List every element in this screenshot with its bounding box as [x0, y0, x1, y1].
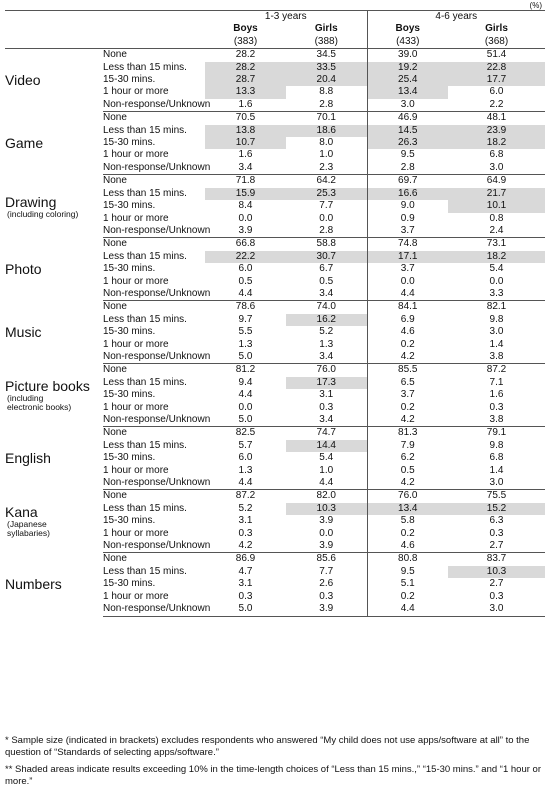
table-row	[5, 490, 545, 503]
value-cell: 3.8	[448, 351, 545, 364]
category-name: Numbers	[5, 576, 62, 593]
value-cell: 0.3	[489, 590, 504, 602]
value-cell: 14.5	[367, 125, 448, 137]
row-label: 1 hour or more	[103, 212, 169, 224]
value-cell: 64.2	[316, 175, 336, 187]
value-cell: 4.4	[205, 477, 286, 490]
value-cell: 87.2	[486, 364, 507, 376]
row-label: Less than 15 mins.	[103, 565, 187, 577]
value-cell: 2.8	[286, 99, 367, 112]
value-cell: 1.0	[319, 149, 334, 161]
value-cell: 1.6	[489, 389, 504, 401]
value-cell: 9.0	[367, 200, 448, 212]
row-label: 1 hour or more	[103, 590, 169, 602]
row-label: 15-30 mins.	[103, 137, 156, 149]
value-cell: 20.4	[286, 74, 367, 86]
sample-size: (383)	[205, 36, 286, 49]
row-label: Non-response/Unknown	[103, 287, 211, 299]
category-name: Drawing	[5, 193, 57, 210]
table-row	[5, 238, 545, 251]
category-cell	[5, 490, 103, 553]
table-body	[5, 49, 545, 616]
value-cell: 10.3	[448, 566, 545, 578]
value-cell: 0.3	[319, 590, 334, 602]
category-name: Picture books	[5, 377, 90, 394]
value-cell: 58.8	[316, 238, 336, 250]
value-cell: 82.1	[486, 301, 507, 313]
value-cell: 5.0	[205, 603, 286, 616]
category-name: Video	[5, 72, 41, 89]
row-label: Less than 15 mins.	[103, 187, 187, 199]
row-label: None	[103, 238, 127, 250]
value-cell: 64.9	[486, 175, 507, 187]
value-cell: 51.4	[486, 49, 507, 61]
value-cell: 0.0	[238, 401, 253, 413]
value-cell: 5.2	[238, 502, 253, 514]
value-cell: 0.2	[367, 339, 448, 351]
value-cell: 0.3	[489, 401, 504, 413]
row-label: Non-response/Unknown	[103, 161, 211, 173]
value-cell: 0.5	[367, 465, 448, 477]
value-cell: 75.5	[486, 490, 507, 502]
value-cell: 4.6	[367, 540, 448, 553]
row-label: Non-response/Unknown	[103, 350, 211, 362]
value-cell: 87.2	[235, 490, 256, 502]
value-cell: 3.9	[319, 515, 334, 527]
value-cell: 8.4	[238, 200, 253, 212]
row-label: None	[103, 112, 127, 124]
value-cell: 3.7	[367, 389, 448, 401]
table-row	[5, 175, 545, 188]
value-cell: 6.2	[367, 452, 448, 464]
value-cell: 3.4	[286, 414, 367, 427]
value-cell: 82.5	[235, 427, 256, 439]
value-cell: 3.7	[367, 225, 448, 238]
row-label: None	[103, 175, 127, 187]
value-cell: 3.0	[448, 162, 545, 175]
row-label: None	[103, 490, 127, 502]
row-label: 1 hour or more	[103, 464, 169, 476]
row-label: Less than 15 mins.	[103, 124, 187, 136]
row-label: 15-30 mins.	[103, 263, 156, 275]
value-cell: 28.2	[235, 49, 256, 61]
value-cell: 3.1	[319, 389, 334, 401]
value-cell: 0.2	[367, 402, 448, 414]
value-cell: 9.5	[367, 566, 448, 578]
value-cell: 1.6	[205, 99, 286, 112]
row-label: 1 hour or more	[103, 401, 169, 413]
row-label: 1 hour or more	[103, 275, 169, 287]
value-cell: 7.7	[319, 565, 334, 577]
value-cell: 22.2	[205, 251, 286, 263]
value-cell: 0.5	[319, 275, 334, 287]
value-cell: 6.0	[238, 263, 253, 275]
value-cell: 26.3	[367, 137, 448, 149]
value-cell: 3.4	[205, 162, 286, 175]
value-cell: 1.0	[319, 464, 334, 476]
value-cell: 0.3	[319, 401, 334, 413]
value-cell: 19.2	[367, 62, 448, 74]
value-cell: 9.4	[238, 376, 253, 388]
value-cell: 6.3	[489, 515, 504, 527]
value-cell: 4.2	[205, 540, 286, 553]
value-cell: 1.4	[489, 464, 504, 476]
value-cell: 0.0	[489, 275, 504, 287]
category-name: Kana	[5, 503, 38, 520]
value-cell: 2.6	[319, 578, 334, 590]
value-cell: 5.0	[205, 414, 286, 427]
row-label: None	[103, 427, 127, 439]
value-cell: 16.6	[367, 188, 448, 200]
value-cell: 3.9	[286, 603, 367, 616]
value-cell: 46.9	[367, 112, 448, 125]
value-cell: 1.6	[238, 149, 253, 161]
row-label: 1 hour or more	[103, 149, 169, 161]
value-cell: 3.0	[448, 477, 545, 490]
value-cell: 85.6	[316, 553, 336, 565]
value-cell: 0.9	[367, 213, 448, 225]
sample-size: (388)	[286, 36, 367, 49]
value-cell: 0.2	[367, 528, 448, 540]
value-cell: 18.6	[286, 125, 367, 137]
value-cell: 3.9	[205, 225, 286, 238]
value-cell: 76.0	[316, 364, 336, 376]
value-cell: 3.7	[367, 263, 448, 275]
value-cell: 5.2	[319, 326, 334, 338]
row-label: 1 hour or more	[103, 86, 169, 98]
row-label: Non-response/Unknown	[103, 477, 211, 489]
row-label: Less than 15 mins.	[103, 61, 187, 73]
row-label: Non-response/Unknown	[103, 98, 211, 110]
row-label: 15-30 mins.	[103, 515, 156, 527]
value-cell: 5.7	[238, 439, 253, 451]
value-cell: 5.0	[205, 351, 286, 364]
value-cell: 10.3	[286, 503, 367, 515]
sample-size: (433)	[367, 36, 448, 49]
value-cell: 2.7	[489, 578, 504, 590]
category-name: English	[5, 450, 51, 467]
value-cell: 83.7	[486, 553, 507, 565]
value-cell: 6.0	[489, 86, 504, 98]
value-cell: 73.1	[486, 238, 507, 250]
value-cell: 5.4	[319, 452, 334, 464]
footnotes	[5, 735, 545, 793]
value-cell: 4.4	[367, 288, 448, 301]
value-cell: 22.8	[448, 62, 545, 74]
category-subtitle: (including	[7, 392, 44, 403]
category-cell	[5, 175, 103, 238]
value-cell: 3.4	[286, 288, 367, 301]
value-cell: 66.8	[235, 238, 256, 250]
row-label: Non-response/Unknown	[103, 540, 211, 552]
value-cell: 18.2	[448, 251, 545, 263]
value-cell: 17.7	[448, 74, 545, 86]
value-cell: 2.3	[286, 162, 367, 175]
value-cell: 39.0	[367, 49, 448, 62]
value-cell: 21.7	[448, 188, 545, 200]
value-cell: 2.2	[448, 99, 545, 112]
value-cell: 34.5	[316, 49, 336, 61]
row-label: 15-30 mins.	[103, 200, 156, 212]
row-label: Non-response/Unknown	[103, 414, 211, 425]
row-label: None	[103, 553, 127, 565]
value-cell: 0.2	[367, 591, 448, 603]
value-cell: 3.4	[286, 351, 367, 364]
footnote-shading: ** Shaded areas indicate results exceeding 10% in the time-length choices of “Less than 15 mins.,” “15-30 mins.” and “1 hour or more.”	[5, 764, 541, 787]
value-cell: 8.0	[319, 137, 334, 149]
row-label: 15-30 mins.	[103, 452, 156, 464]
table-row	[5, 364, 545, 377]
row-label: Less than 15 mins.	[103, 250, 187, 262]
value-cell: 14.4	[286, 440, 367, 452]
row-label: Less than 15 mins.	[103, 439, 187, 451]
value-cell: 3.8	[448, 414, 545, 427]
row-label: None	[103, 364, 127, 376]
footnote-sample-size: * Sample size (indicated in brackets) excludes respondents who answered “My child does not use apps/software at all” to the question of “Standards of selecting apps/software.”	[5, 735, 530, 758]
value-cell: 4.6	[367, 326, 448, 338]
value-cell: 3.9	[286, 540, 367, 553]
value-cell: 82.0	[316, 490, 336, 502]
value-cell: 3.0	[448, 603, 545, 616]
category-cell	[5, 553, 103, 616]
value-cell: 74.7	[316, 427, 336, 439]
value-cell: 76.0	[367, 490, 448, 503]
value-cell: 3.0	[367, 99, 448, 112]
value-cell: 16.2	[286, 314, 367, 326]
value-cell: 6.8	[489, 149, 504, 161]
category-cell	[5, 238, 103, 301]
value-cell: 70.5	[235, 112, 256, 124]
value-cell: 28.2	[205, 62, 286, 74]
value-cell: 6.5	[367, 377, 448, 389]
value-cell: 4.4	[205, 288, 286, 301]
value-cell: 3.3	[448, 288, 545, 301]
value-cell: 79.1	[486, 427, 507, 439]
row-label: 1 hour or more	[103, 527, 169, 539]
value-cell: 0.3	[489, 527, 504, 539]
row-label: 15-30 mins.	[103, 389, 156, 401]
category-cell	[5, 427, 103, 490]
value-cell: 9.8	[489, 439, 504, 451]
category-cell	[5, 364, 103, 427]
value-cell: 4.2	[367, 351, 448, 364]
value-cell: 78.6	[235, 301, 256, 313]
value-cell: 6.0	[238, 452, 253, 464]
value-cell: 4.4	[286, 477, 367, 490]
value-cell: 4.2	[367, 477, 448, 490]
value-cell: 6.7	[319, 263, 334, 275]
category-name: Photo	[5, 261, 42, 278]
value-cell: 80.8	[367, 553, 448, 566]
value-cell: 5.5	[238, 326, 253, 338]
value-cell: 70.1	[316, 112, 336, 124]
value-cell: 13.3	[205, 86, 286, 98]
value-cell: 1.4	[489, 338, 504, 350]
value-cell: 74.8	[367, 238, 448, 251]
sample-size: (368)	[448, 36, 545, 49]
column-sex-header: Girls	[314, 23, 338, 35]
value-cell: 86.9	[235, 553, 256, 565]
value-cell: 25.3	[286, 188, 367, 200]
value-cell: 7.1	[489, 376, 504, 388]
value-cell: 0.3	[238, 590, 253, 602]
row-label: 15-30 mins.	[103, 74, 156, 86]
table-row	[5, 553, 545, 566]
category-cell	[5, 112, 103, 175]
value-cell: 3.1	[238, 578, 253, 590]
value-cell: 23.9	[448, 125, 545, 137]
value-cell: 85.5	[367, 364, 448, 377]
value-cell: 9.7	[238, 313, 253, 325]
value-cell: 3.0	[489, 326, 504, 338]
value-cell: 48.1	[486, 112, 507, 124]
value-cell: 0.0	[367, 276, 448, 288]
table-row	[5, 49, 545, 62]
row-label: Less than 15 mins.	[103, 313, 187, 325]
value-cell: 7.7	[319, 200, 334, 212]
value-cell: 13.4	[367, 503, 448, 515]
row-label: 1 hour or more	[103, 338, 169, 350]
table-row	[5, 112, 545, 125]
value-cell: 28.7	[205, 74, 286, 86]
table-row	[5, 301, 545, 314]
value-cell: 6.8	[489, 452, 504, 464]
age-group-header: 1-3 years	[205, 11, 367, 24]
value-cell: 0.8	[489, 212, 504, 224]
category-subtitle: syllabaries)	[7, 528, 50, 539]
category-subtitle: electronic books)	[7, 402, 72, 413]
value-cell: 7.9	[367, 440, 448, 452]
category-name: Music	[5, 324, 42, 341]
value-cell: 74.0	[316, 301, 336, 313]
value-cell: 2.8	[286, 225, 367, 238]
value-cell: 1.3	[238, 338, 253, 350]
unit-label: (%)	[529, 1, 542, 10]
value-cell: 5.8	[367, 515, 448, 527]
row-label: None	[103, 49, 127, 61]
value-cell: 6.9	[367, 314, 448, 326]
column-sex-header: Girls	[485, 23, 508, 35]
value-cell: 0.0	[319, 212, 334, 224]
category-name: Game	[5, 135, 44, 152]
value-cell: 0.0	[238, 212, 253, 224]
value-cell: 2.8	[367, 162, 448, 175]
value-cell: 2.7	[448, 540, 545, 553]
row-label: None	[103, 301, 127, 313]
value-cell: 3.1	[238, 515, 253, 527]
value-cell: 18.2	[448, 137, 545, 149]
value-cell: 84.1	[367, 301, 448, 314]
row-label: Less than 15 mins.	[103, 502, 187, 514]
column-sex-header: Boys	[367, 23, 448, 35]
table-header	[5, 11, 545, 49]
value-cell: 1.3	[238, 464, 253, 476]
value-cell: 81.2	[235, 364, 256, 376]
category-subtitle: (including coloring)	[7, 208, 79, 219]
value-cell: 13.4	[367, 86, 448, 98]
value-cell: 9.5	[367, 149, 448, 161]
value-cell: 4.4	[238, 389, 253, 401]
row-label: Less than 15 mins.	[103, 376, 187, 388]
value-cell: 10.7	[205, 137, 286, 149]
value-cell: 0.0	[319, 527, 334, 539]
category-cell	[5, 301, 103, 364]
value-cell: 13.8	[205, 125, 286, 137]
value-cell: 33.5	[286, 62, 367, 74]
value-cell: 4.4	[367, 603, 448, 616]
value-cell: 4.2	[367, 414, 448, 427]
value-cell: 8.8	[319, 86, 334, 98]
value-cell: 5.4	[489, 263, 504, 275]
row-label: Non-response/Unknown	[103, 603, 211, 615]
value-cell: 1.3	[319, 338, 334, 350]
value-cell: 0.5	[238, 275, 253, 287]
survey-table	[5, 10, 545, 617]
value-cell: 5.1	[367, 578, 448, 590]
row-label: 15-30 mins.	[103, 578, 156, 590]
value-cell: 9.8	[489, 313, 504, 325]
value-cell: 15.2	[448, 503, 545, 515]
value-cell: 30.7	[286, 251, 367, 263]
value-cell: 10.1	[448, 200, 545, 212]
category-cell	[5, 49, 103, 112]
value-cell: 81.3	[367, 427, 448, 440]
row-label: 15-30 mins.	[103, 326, 156, 338]
value-cell: 17.1	[367, 251, 448, 263]
value-cell: 71.8	[235, 175, 256, 187]
table-row	[5, 427, 545, 440]
value-cell: 0.3	[238, 527, 253, 539]
value-cell: 17.3	[286, 377, 367, 389]
value-cell: 15.9	[205, 188, 286, 200]
row-label: Non-response/Unknown	[103, 224, 211, 236]
category-subtitle: (Japanese	[7, 518, 47, 529]
value-cell: 4.7	[238, 565, 253, 577]
column-sex-header: Boys	[233, 23, 258, 35]
value-cell: 2.4	[448, 225, 545, 238]
value-cell: 25.4	[367, 74, 448, 86]
value-cell: 69.7	[367, 175, 448, 188]
age-group-header: 4-6 years	[367, 11, 545, 24]
